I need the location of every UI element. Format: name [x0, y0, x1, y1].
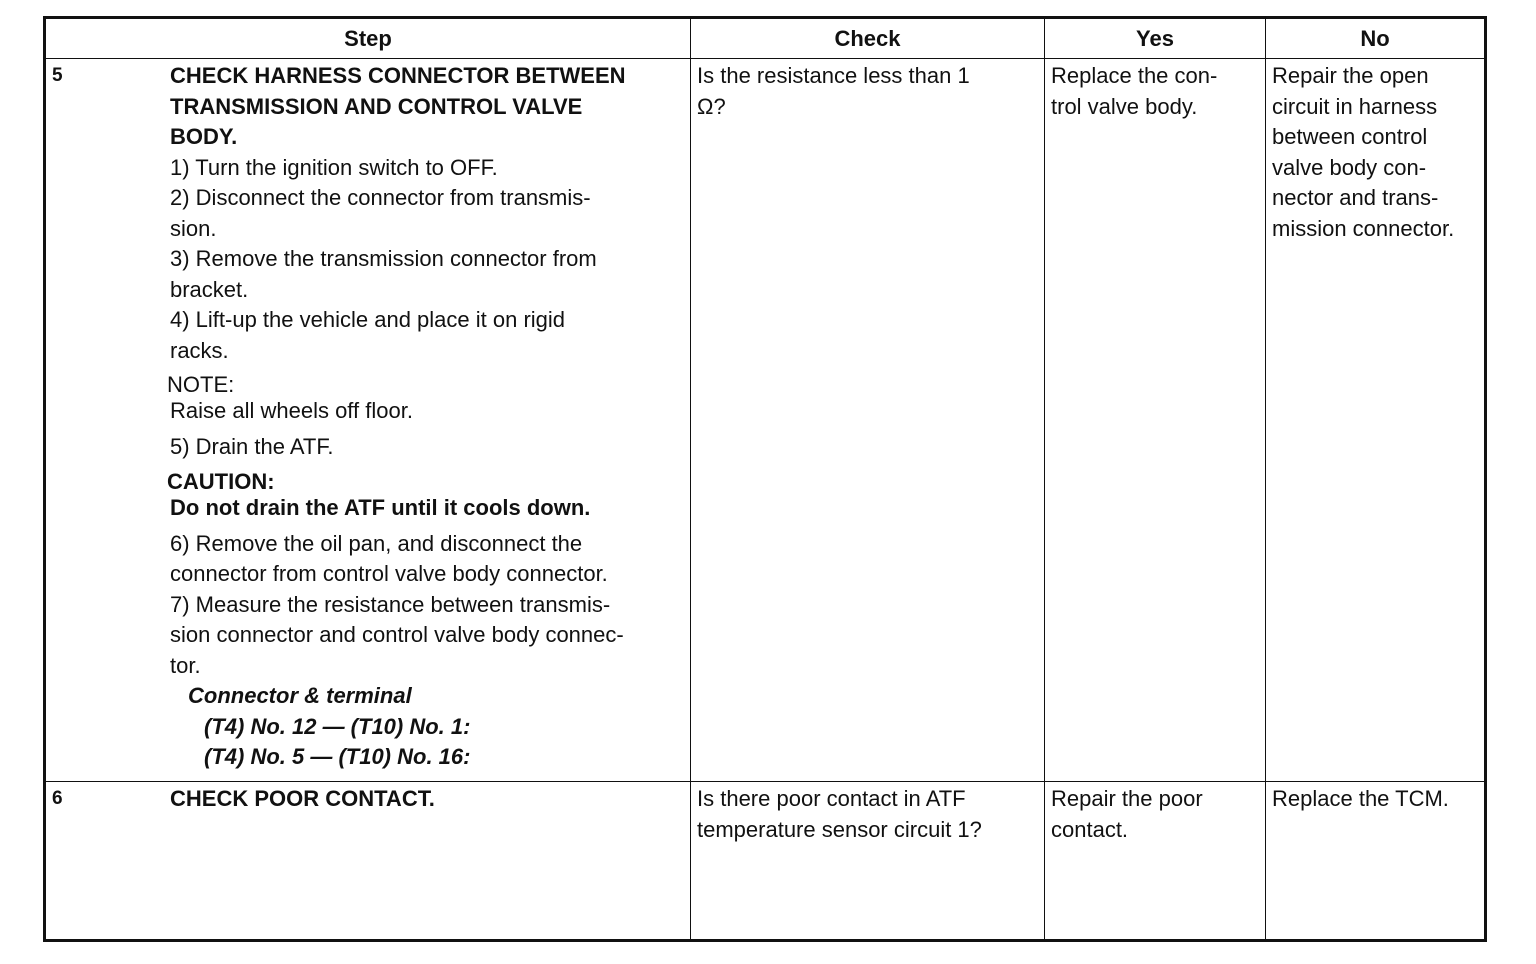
no-line: nector and trans-	[1272, 185, 1439, 210]
yes-cell	[1045, 782, 1266, 941]
step-title-line: CHECK HARNESS CONNECTOR BETWEEN	[170, 63, 626, 88]
check-line: Is there poor contact in ATF	[697, 786, 966, 811]
step-body	[167, 59, 690, 773]
procedure-line: 2) Disconnect the connector from transmis-	[170, 185, 591, 210]
table-row-step-6	[45, 782, 1486, 941]
procedure-line: sion.	[170, 215, 217, 241]
procedure-line: 4) Lift-up the vehicle and place it on rigid	[170, 307, 566, 332]
step-title-line: BODY.	[170, 124, 238, 149]
table-row-step-5	[45, 59, 1486, 782]
spec-label: Connector & terminal	[188, 683, 412, 708]
procedure-line: bracket.	[170, 276, 249, 302]
no-line: valve body con-	[1272, 154, 1427, 180]
no-cell	[1266, 59, 1486, 782]
yes-line: trol valve body.	[1051, 93, 1198, 119]
no-line: Repair the open	[1272, 63, 1429, 88]
yes-cell	[1045, 59, 1266, 782]
caution-label: CAUTION:	[167, 468, 275, 494]
procedure-line: racks.	[170, 337, 229, 363]
check-cell	[691, 59, 1045, 782]
step-title-line: CHECK POOR CONTACT.	[170, 786, 435, 811]
no-line: Replace the TCM.	[1272, 786, 1449, 811]
note-text: Raise all wheels off floor.	[170, 398, 413, 423]
procedure-line: sion connector and control valve body connec-	[170, 622, 624, 647]
no-line: mission connector.	[1272, 215, 1455, 241]
header-row	[45, 18, 1486, 59]
check-line: Ω?	[697, 93, 726, 119]
no-line: between control	[1272, 124, 1428, 149]
yes-line: Repair the poor	[1051, 786, 1203, 811]
step-cell	[45, 782, 691, 941]
check-line: Is the resistance less than 1	[697, 63, 970, 88]
yes-line: contact.	[1051, 816, 1129, 842]
procedure-line: connector from control valve body connector.	[170, 561, 608, 586]
procedure-line: 7) Measure the resistance between transmis-	[170, 591, 611, 617]
caution-text: Do not drain the ATF until it cools down.	[170, 494, 591, 520]
yes-line: Replace the con-	[1051, 63, 1218, 88]
header-check: Check	[691, 18, 1045, 59]
step-cell	[45, 59, 691, 782]
check-line: temperature sensor circuit 1?	[697, 816, 982, 842]
check-cell	[691, 782, 1045, 941]
step-title-line: TRANSMISSION AND CONTROL VALVE	[170, 93, 583, 119]
step-body	[170, 782, 690, 815]
note-label: NOTE:	[167, 372, 235, 397]
no-line: circuit in harness	[1272, 93, 1438, 119]
step-number: 5	[52, 65, 63, 86]
procedure-line: 5) Drain the ATF.	[170, 434, 334, 459]
procedure-line: 6) Remove the oil pan, and disconnect the	[170, 530, 583, 556]
procedure-line: 3) Remove the transmission connector from	[170, 246, 597, 271]
header-no: No	[1266, 18, 1486, 59]
diagnostic-table	[43, 16, 1487, 942]
header-yes: Yes	[1045, 18, 1266, 59]
spec-item: (T4) No. 12 — (T10) No. 1:	[204, 713, 471, 739]
procedure-line: tor.	[170, 652, 201, 678]
spec-item: (T4) No. 5 — (T10) No. 16:	[204, 744, 471, 769]
no-cell	[1266, 782, 1486, 941]
procedure-line: 1) Turn the ignition switch to OFF.	[170, 154, 498, 180]
step-number: 6	[52, 788, 63, 809]
header-step: Step	[45, 18, 691, 59]
